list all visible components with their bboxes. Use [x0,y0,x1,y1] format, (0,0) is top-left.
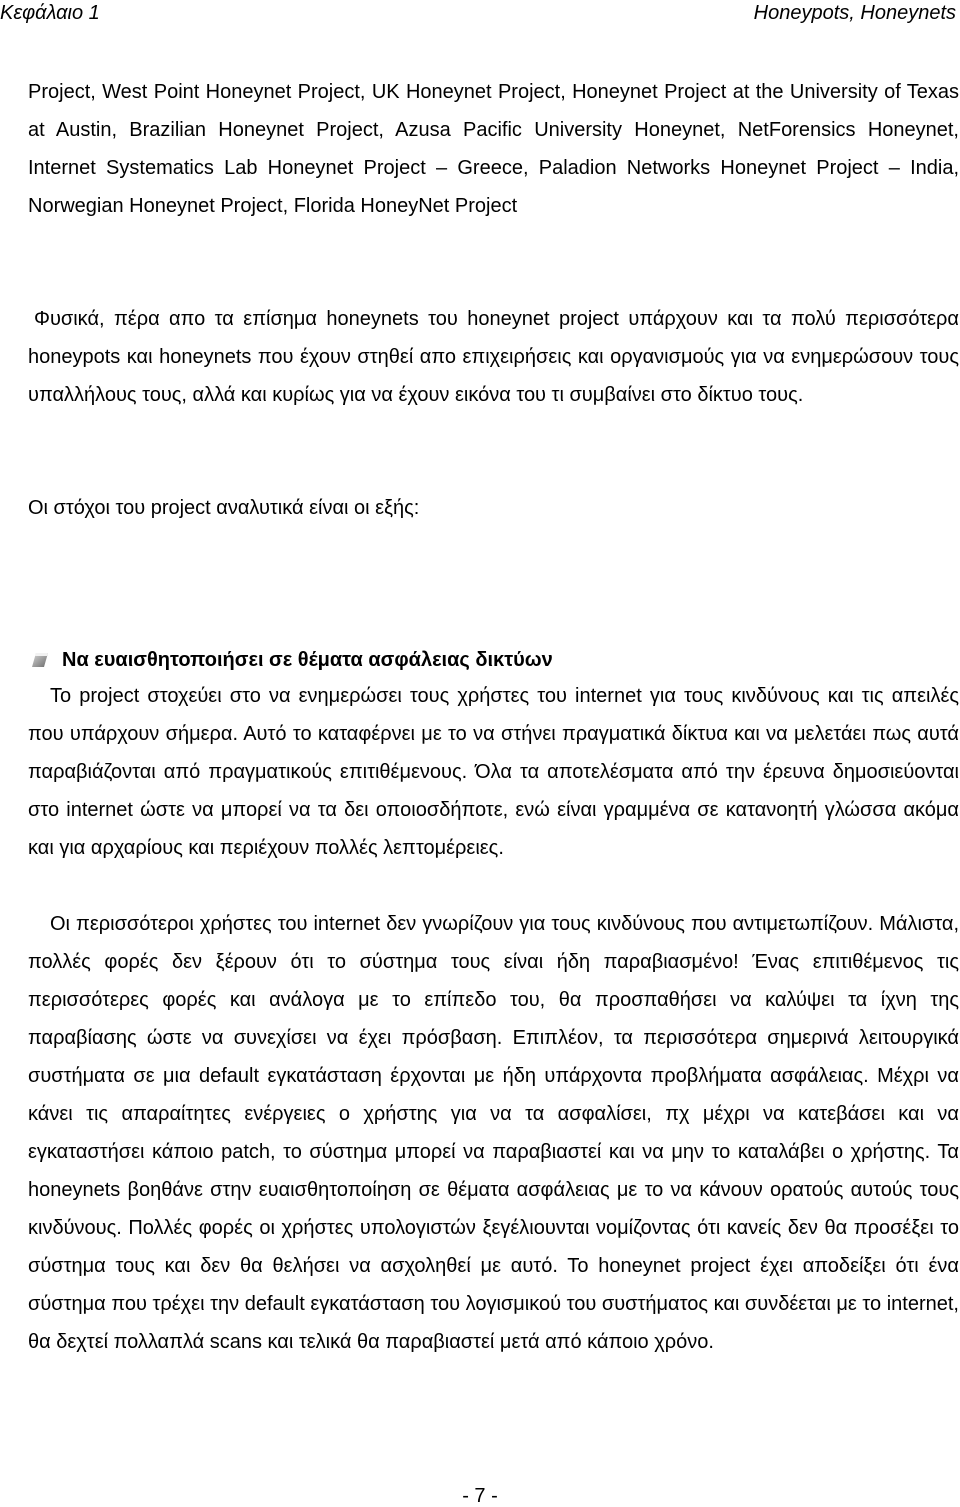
chapter-header: Κεφάλαιο 1 [0,2,100,24]
paragraph-risks: Οι περισσότεροι χρήστες του internet δεν γνωρίζουν για τους κινδύνους που αντιμετωπίζουν. Μάλιστα, πολλές φορές δεν ξέρουν ότι το σύστημα τους είναι ήδη παραβιασμένο! Ένας επιτιθέμενος τις περισσότερες φορές και ανάλογα με το επίπεδο του, θα προσπαθήσει να καλύψει τα ίχνη της παραβίασης ώστε να συνεχίσει να έχει πρόσβαση. Επιπλέον, τα περισσότερα σημερινά λειτουργικά συστήματα σε μια default εγκατάσταση έρχονται με ήδη υπάρχοντα προβλήματα ασφάλειας. Μέχρι να κάνει τις απαραίτητες ενέργειες ο χρήστης για να τα ασφαλίσει, πχ μέχρι να κατεβάσει και να εγκαταστήσει κάποιο patch, το σύστημα μπορεί να παραβιαστεί και να μην το καταλάβει ο χρήστης. Τα honeynets βοηθάνε στην ευαισθητοποίηση σε θέματα ασφάλειας με το να κάνουν ορατούς αυτούς τους κινδύνους. Πολλές φορές οι χρήστες υπολογιστών ξεγέλιουνται νομίζοντας ότι κανείς δεν θα προσέξει το σύστημα τους και δεν θα θελήσει να ασχοληθεί με αυτό. Το honeynet project έχει αποδείξει ότι ένα σύστημα που τρέχει την default εγκατάσταση του λογισμικού του συστήματος και συνδέεται με το internet, θα δεχτεί πολλαπλά scans και τελικά θα παραβιαστεί μετά από κάποιο χρόνο. [28,913,959,1353]
paragraph-goals-intro: Οι στόχοι του project αναλυτικά είναι οι εξής: [28,497,420,519]
bullet-heading [28,642,553,678]
bullet-heading-text: Να ευαισθητοποιήσει σε θέματα ασφάλειας δικτύων [62,649,553,671]
paragraph-other-honeynets: Φυσικά, πέρα απο τα επίσημα honeynets του honeynet project υπάρχουν και τα πολύ περισσότερα honeypots και honeynets που έχουν στηθεί απο επιχειρήσεις και οργανισμούς για να ενημερώσουν τους υπαλλήλους τους, αλλά και κυρίως για να έχουν εικόνα του τι συμβαίνει στο δίκτυο τους. [28,308,959,406]
page-number: - 7 - [462,1485,498,1507]
paragraph-awareness: Το project στοχεύει στο να ενημερώσει τους χρήστες του internet για τους κινδύνους και τις απειλές που υπάρχουν σήμερα. Αυτό το καταφέρνει με το να στήνει πραγματικά δίκτυα και να μελετάει πως αυτά παραβιάζονται από πραγματικούς επιτιθέμενους. Όλα τα αποτελέσματα από την έρευνα δημοσιεύονται στο internet ώστε να μπορεί να τα δει οποιοσδήποτε, ενώ είναι γραμμένα σε κατανοητή γλώσσα ακόμα και για αρχαρίους και περιέχουν πολλές λεπτομέρειες. [28,685,959,859]
bullet-box-icon [32,643,48,657]
section-header: Honeypots, Honeynets [753,2,956,24]
paragraph-honeynet-projects: Project, West Point Honeynet Project, UK Honeynet Project, Honeynet Project at the University of Texas at Austin, Brazilian Honeynet Project, Azusa Pacific University Honeynet, NetForensics Honeynet, Internet Systematics Lab Honeynet Project – Greece, Paladion Networks Honeynet Project – India, Norwegian Honeynet Project, Florida HoneyNet Project [28,81,959,217]
